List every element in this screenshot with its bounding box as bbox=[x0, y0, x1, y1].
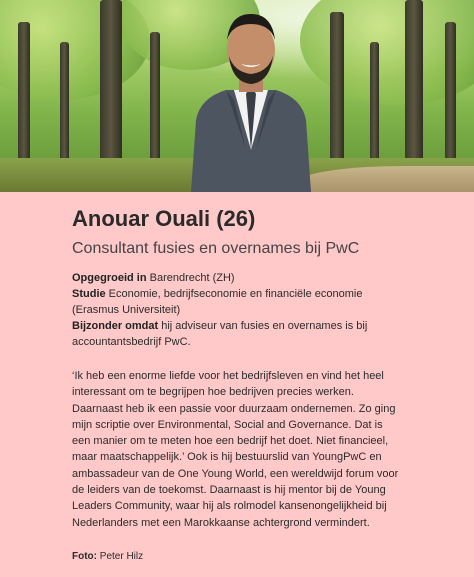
fact-value: hij adviseur van fusies en overnames is bij accountantsbedrijf PwC. bbox=[72, 320, 368, 348]
fact-label: Studie bbox=[72, 288, 106, 300]
profile-name: Anouar Ouali (26) bbox=[72, 206, 256, 231]
credit-label: Foto: bbox=[72, 550, 97, 562]
profile-card bbox=[0, 192, 474, 562]
fact-label: Opgegroeid in bbox=[72, 272, 147, 284]
profile-role: Consultant fusies en overnames bij PwC bbox=[72, 240, 360, 257]
portrait-photo bbox=[0, 0, 474, 192]
fact-value: Economie, bedrijfseconomie en financiële economie (Erasmus Universiteit) bbox=[72, 288, 363, 316]
fact-value: Barendrecht (ZH) bbox=[146, 272, 235, 284]
credit-value: Peter Hilz bbox=[97, 550, 144, 562]
person-figure bbox=[186, 0, 316, 192]
photo-credit bbox=[72, 551, 402, 562]
fact-origin bbox=[72, 270, 402, 286]
fact-study bbox=[72, 286, 402, 318]
profile-facts bbox=[72, 270, 402, 350]
fact-special bbox=[72, 318, 402, 350]
profile-quote: ‘Ik heb een enorme liefde voor het bedrijfsleven en vind het heel interessant om te begrijpen hoe bedrijven precies werken. Daarnaast heb ik een passie voor duurzaam ondernemen. Zo ging mijn scriptie over Environmental, Social and Governance. Dat is een manier om te meten hoe een bedrijf het doet. Niet financieel, maar maatschappelijk.’ Ook is hij bestuurslid van YoungPwC en ambassadeur van de One Young World, een wereldwijd forum voor de leiders van de toekomst. Daarnaast is hij mentor bij de Young Leaders Community, waar hij als rolmodel kansenongelijkheid bij Nederlanders met een Marokkaanse achtergrond vermindert. bbox=[72, 370, 399, 529]
fact-label: Bijzonder omdat bbox=[72, 320, 159, 332]
